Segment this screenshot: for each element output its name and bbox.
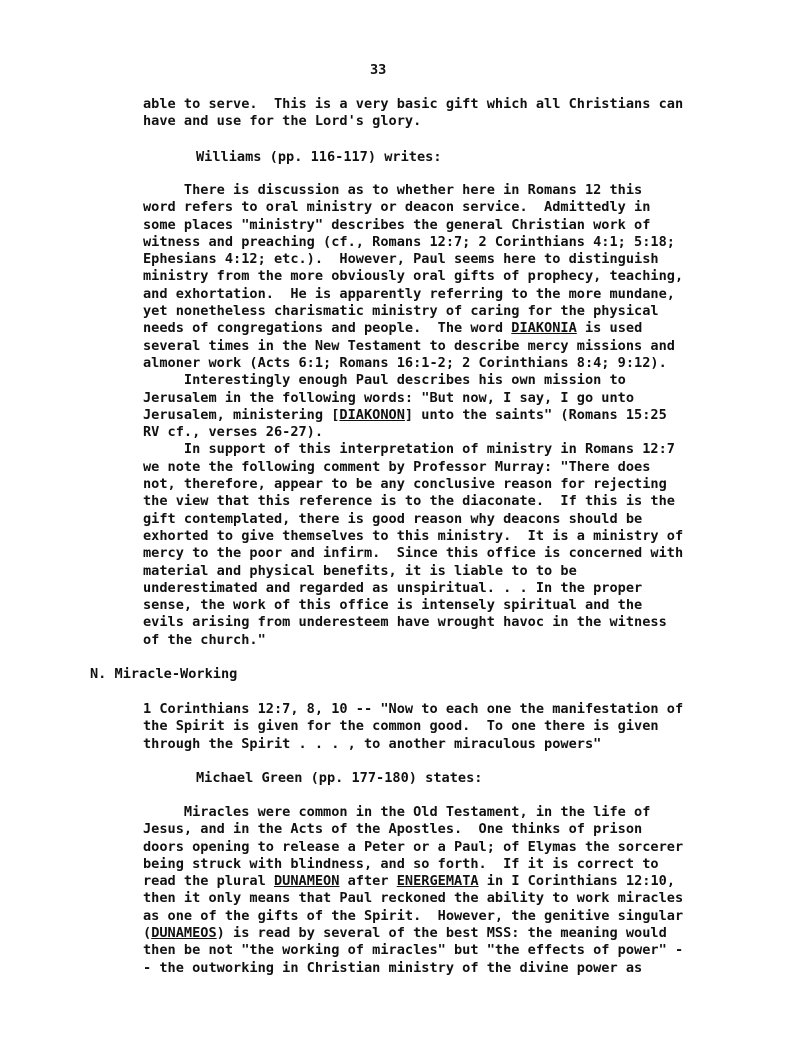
- greek-term-dunameon: DUNAMEON: [273, 873, 340, 890]
- text-line: Interestingly enough Paul describes his own mission to: [143, 372, 626, 389]
- text-line: Miracles were common in the Old Testament, in the life of: [143, 804, 651, 820]
- text-line: Jesus, and in the Acts of the Apostles. One thinks of prison: [143, 821, 643, 838]
- greek-term-diakonia: DIAKONIA: [511, 320, 577, 337]
- williams-intro: Williams (pp. 116-117) writes:: [196, 149, 442, 165]
- text-line: doors opening to release a Peter or a Paul; of Elymas the sorcerer: [143, 838, 684, 855]
- text-line: In support of this interpretation of ministry in Romans 12:7: [143, 441, 675, 458]
- text-line: There is discussion as to whether here in Romans 12 this: [143, 182, 643, 198]
- green-quote: [143, 804, 723, 977]
- text-segment: ] unto the saints" (Romans 15:25: [404, 406, 667, 423]
- text-line: through the Spirit . . . , to another miraculous powers": [143, 735, 602, 752]
- text-line: exhorted to give themselves to this ministry. It is a ministry of: [143, 527, 684, 544]
- page-number: 33: [370, 62, 387, 78]
- text-line: then be not "the working of miracles" but "the effects of power" -: [143, 942, 684, 959]
- text-line: being struck with blindness, and so forth. If it is correct to: [143, 855, 659, 872]
- text-line: [143, 925, 723, 942]
- text-line: word refers to oral ministry or deacon service. Admittedly in: [143, 199, 651, 216]
- text-line: RV cf., verses 26-27).: [143, 424, 324, 441]
- text-line: Jerusalem in the following words: "But now, I say, I go unto: [143, 389, 635, 406]
- text-line: [143, 320, 723, 337]
- text-line: material and physical benefits, it is liable to to be: [143, 562, 577, 579]
- text-line: almoner work (Acts 6:1; Romans 16:1-2; 2 Corinthians 8:4; 9:12).: [143, 354, 667, 371]
- text-segment: read the plural: [143, 873, 274, 890]
- text-line: the view that this reference is to the diaconate. If this is the: [143, 493, 675, 510]
- text-line: [143, 407, 723, 424]
- text-line: sense, the work of this office is intensely spiritual and the: [143, 597, 643, 614]
- text-line: ministry from the more obviously oral gifts of prophecy, teaching,: [143, 268, 684, 285]
- text-line: and exhortation. He is apparently referring to the more mundane,: [143, 285, 675, 302]
- scripture-quote: [143, 701, 723, 753]
- text-line: of the church.": [143, 631, 266, 648]
- text-line: Ephesians 4:12; etc.). However, Paul seems here to distinguish: [143, 251, 659, 268]
- text-segment: Jerusalem, ministering [: [143, 406, 340, 423]
- text-line: then it only means that Paul reckoned the ability to work miracles: [143, 890, 684, 907]
- text-segment: in I Corinthians 12:10,: [478, 873, 675, 890]
- text-segment: after: [339, 873, 397, 890]
- text-line: - the outworking in Christian ministry of the divine power as: [143, 959, 643, 976]
- text-segment: is used: [576, 320, 643, 337]
- text-line: some places "ministry" describes the general Christian work of: [143, 216, 651, 233]
- text-line: yet nonetheless charismatic ministry of caring for the physical: [143, 303, 659, 320]
- greek-term-energemata: ENERGEMATA: [396, 873, 479, 890]
- text-segment: ) is read by several of the best MSS: the meaning would: [216, 925, 667, 942]
- text-line: evils arising from underesteem have wrought havoc in the witness: [143, 614, 667, 631]
- text-line: mercy to the poor and infirm. Since this office is concerned with: [143, 545, 684, 562]
- text-line: not, therefore, appear to be any conclusive reason for rejecting: [143, 476, 667, 493]
- text-line: 1 Corinthians 12:7, 8, 10 -- "Now to each one the manifestation of: [143, 701, 684, 717]
- section-heading: N. Miracle-Working: [90, 666, 238, 682]
- text-segment: needs of congregations and people. The word: [143, 320, 512, 337]
- text-line: the Spirit is given for the common good. To one there is given: [143, 718, 659, 735]
- text-line: several times in the New Testament to describe mercy missions and: [143, 337, 675, 354]
- greek-term-diakonon: DIAKONON: [339, 406, 405, 423]
- text-line: able to serve. This is a very basic gift which all Christians can: [143, 96, 684, 112]
- text-line: we note the following comment by Professor Murray: "There does: [143, 458, 651, 475]
- text-line: underestimated and regarded as unspiritual. . . In the proper: [143, 579, 643, 596]
- text-line: [143, 873, 723, 890]
- intro-paragraph: [143, 96, 723, 131]
- text-line: have and use for the Lord's glory.: [143, 113, 422, 130]
- text-line: gift contemplated, there is good reason why deacons should be: [143, 510, 643, 527]
- williams-quote: [143, 182, 723, 649]
- text-line: as one of the gifts of the Spirit. However, the genitive singular: [143, 907, 684, 924]
- green-intro: Michael Green (pp. 177-180) states:: [196, 770, 483, 786]
- greek-term-dunameos: DUNAMEOS: [151, 925, 217, 942]
- text-segment: (: [143, 925, 152, 942]
- text-line: witness and preaching (cf., Romans 12:7; 2 Corinthians 4:1; 5:18;: [143, 233, 675, 250]
